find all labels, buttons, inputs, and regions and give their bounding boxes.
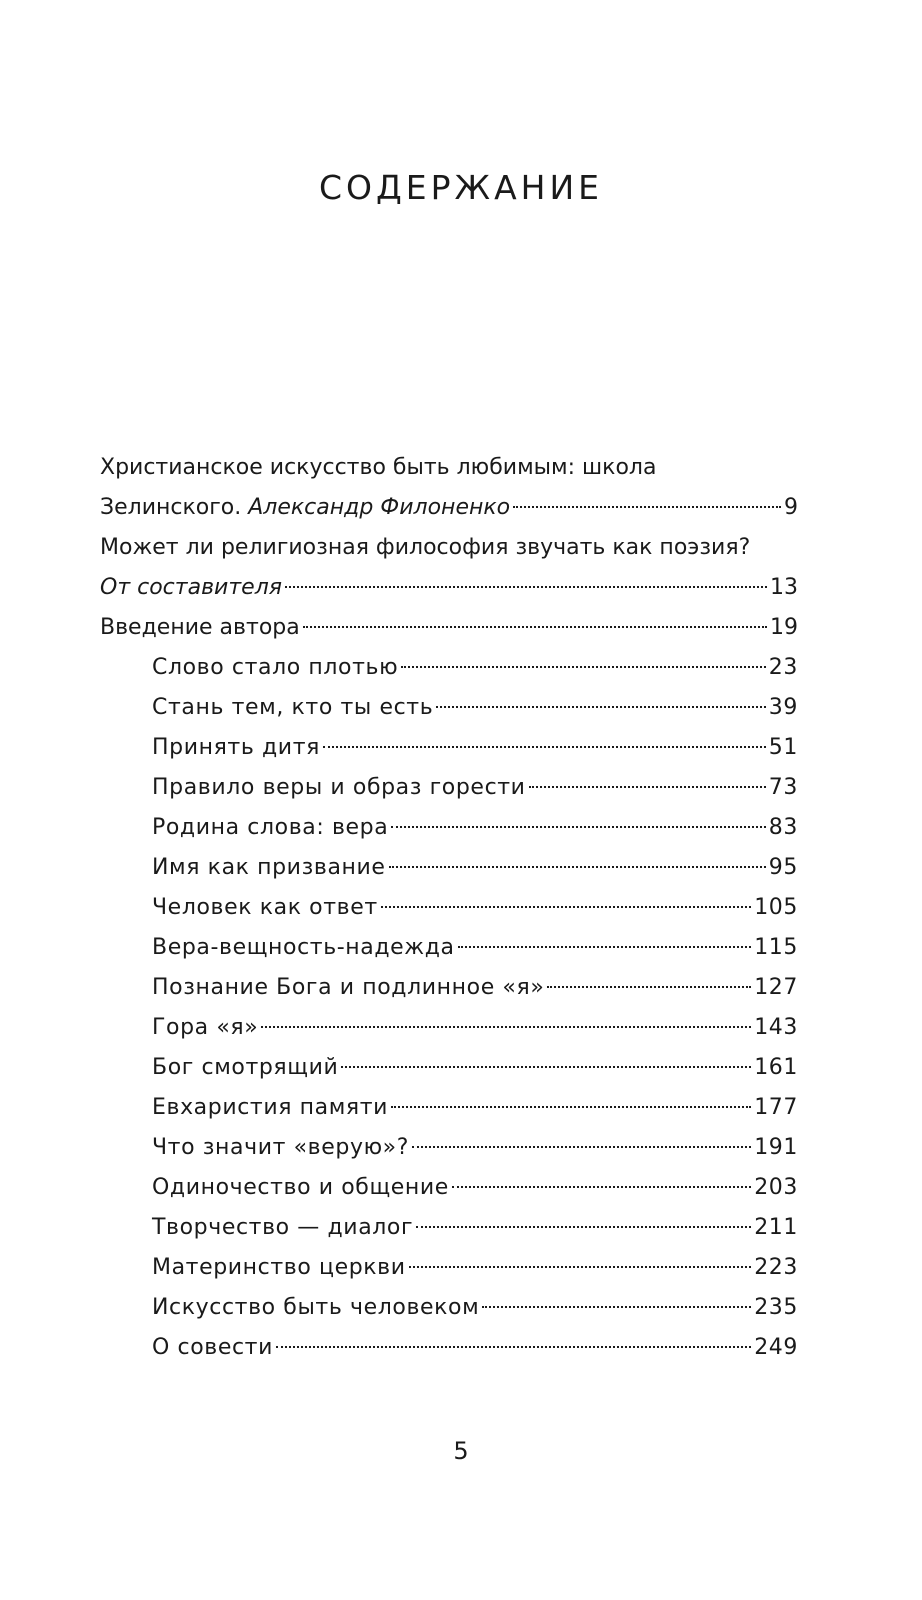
dot-leader — [389, 866, 766, 868]
dot-leader — [547, 986, 751, 988]
toc-entry-title: Гора «я» — [152, 1015, 259, 1040]
toc-entry-chapter — [100, 768, 798, 808]
dot-leader — [436, 706, 766, 708]
toc-page-number: 249 — [754, 1335, 798, 1360]
toc-entry-author-intro — [100, 608, 798, 648]
dot-leader — [303, 626, 767, 628]
toc-page-number: 223 — [754, 1255, 798, 1280]
toc-page-number: 105 — [754, 895, 798, 920]
toc-entry-chapter — [100, 1168, 798, 1208]
toc-entry-title: Материнство церкви — [152, 1255, 406, 1280]
toc-entry-chapter — [100, 1008, 798, 1048]
toc-entry-title: Искусство быть человеком — [152, 1295, 480, 1320]
toc-entry-chapter — [100, 1128, 798, 1168]
dot-leader — [391, 826, 765, 828]
dot-leader — [381, 906, 751, 908]
dot-leader — [276, 1346, 751, 1348]
page-number: 5 — [453, 1437, 469, 1465]
toc-entry-title: Что значит «верую»? — [152, 1135, 410, 1160]
dot-leader — [401, 666, 766, 668]
chapter-list — [100, 648, 798, 1368]
toc-entry-title: Евхаристия памяти — [152, 1095, 389, 1120]
toc-page-number: 39 — [768, 695, 798, 720]
toc-page-number: 235 — [754, 1295, 798, 1320]
toc-page-number: 73 — [768, 775, 798, 800]
dot-leader — [513, 506, 781, 508]
dot-leader — [416, 1226, 751, 1228]
toc-entry-title: Творчество — диалог — [152, 1215, 414, 1240]
toc-entry-title: Может ли религиозная философия звучать как поэзия? — [100, 535, 751, 560]
toc-entry-title-continued: Зелинского. — [100, 495, 249, 520]
toc-entry-chapter — [100, 808, 798, 848]
toc-entry-chapter — [100, 728, 798, 768]
toc-entry-title: Имя как призвание — [152, 855, 386, 880]
toc-page-number: 161 — [754, 1055, 798, 1080]
dot-leader — [391, 1106, 751, 1108]
toc-page-number: 115 — [754, 935, 798, 960]
toc-entry-chapter — [100, 928, 798, 968]
toc-entry-title: Вера-вещность-надежда — [152, 935, 455, 960]
toc-page-number: 9 — [784, 495, 798, 520]
toc-page-number: 211 — [754, 1215, 798, 1240]
toc-page-number: 95 — [768, 855, 798, 880]
dot-leader — [285, 586, 767, 588]
dot-leader — [323, 746, 766, 748]
toc-page-number: 13 — [770, 575, 798, 600]
toc-entry-editor-preface — [100, 528, 798, 608]
toc-entry-title: Бог смотрящий — [152, 1055, 339, 1080]
toc-entry-chapter — [100, 1328, 798, 1368]
toc-entry-chapter — [100, 1048, 798, 1088]
toc-entry-title: Христианское искусство быть любимым: школа — [100, 455, 657, 480]
toc-page-number: 23 — [768, 655, 798, 680]
dot-leader — [412, 1146, 751, 1148]
toc-entry-chapter — [100, 1288, 798, 1328]
toc-entry-title: Человек как ответ — [152, 895, 378, 920]
toc-entry-chapter — [100, 968, 798, 1008]
toc-entry-title: Одиночество и общение — [152, 1175, 449, 1200]
dot-leader — [482, 1306, 751, 1308]
toc-entry-foreword-filonenko — [100, 448, 798, 528]
toc-page-number: 143 — [754, 1015, 798, 1040]
toc-entry-chapter — [100, 1248, 798, 1288]
toc-entry-chapter — [100, 688, 798, 728]
toc-entry-chapter — [100, 648, 798, 688]
toc-page-number: 83 — [768, 815, 798, 840]
toc-entry-author: От составителя — [100, 575, 282, 600]
dot-leader — [261, 1026, 751, 1028]
dot-leader — [409, 1266, 752, 1268]
toc-entry-title: Стань тем, кто ты есть — [152, 695, 434, 720]
toc-entry-title: Принять дитя — [152, 735, 320, 760]
page-title: СОДЕРЖАНИЕ — [318, 168, 604, 207]
toc-page-number: 191 — [754, 1135, 798, 1160]
toc-page-number: 177 — [754, 1095, 798, 1120]
table-of-contents — [100, 448, 798, 1368]
toc-entry-title: О совести — [152, 1335, 273, 1360]
toc-page-number: 19 — [770, 615, 798, 640]
toc-page-number: 51 — [768, 735, 798, 760]
toc-entry-title: Родина слова: вера — [152, 815, 389, 840]
toc-entry-title: Слово стало плотью — [152, 655, 399, 680]
toc-page-number: 203 — [754, 1175, 798, 1200]
dot-leader — [458, 946, 752, 948]
dot-leader — [341, 1066, 751, 1068]
toc-entry-chapter — [100, 1208, 798, 1248]
toc-entry-author: Александр Филоненко — [248, 495, 511, 520]
dot-leader — [529, 786, 766, 788]
toc-entry-chapter — [100, 888, 798, 928]
dot-leader — [452, 1186, 751, 1188]
toc-entry-title: Введение автора — [100, 615, 300, 640]
toc-entry-title: Познание Бога и подлинное «я» — [152, 975, 545, 1000]
toc-entry-chapter — [100, 848, 798, 888]
toc-entry-title: Правило веры и образ горести — [152, 775, 526, 800]
toc-entry-chapter — [100, 1088, 798, 1128]
toc-page-number: 127 — [754, 975, 798, 1000]
